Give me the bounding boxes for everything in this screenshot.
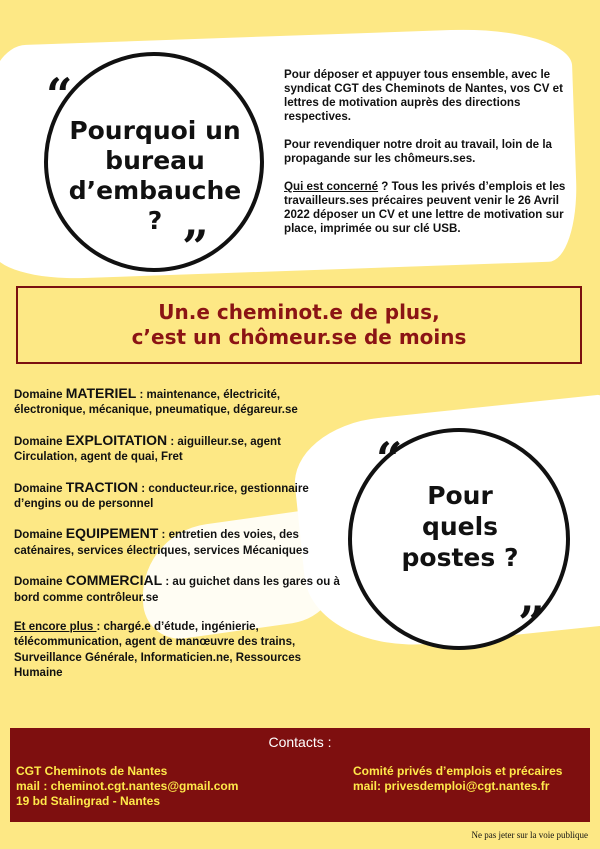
domain-item bbox=[14, 526, 344, 559]
domain-item bbox=[14, 386, 344, 419]
domain-prefix: Domaine bbox=[14, 435, 66, 448]
domain-name: COMMERCIAL bbox=[65, 572, 163, 589]
domain-name: EXPLOITATION bbox=[65, 431, 168, 448]
slogan-line-1: Un.e cheminot.e de plus, bbox=[158, 300, 440, 324]
bottom-title-line-1: Pour bbox=[427, 481, 493, 510]
domain-name: EQUIPEMENT bbox=[65, 525, 159, 542]
contact-comite-email: mail: privesdemploi@cgt.nantes.fr bbox=[353, 779, 550, 793]
domain-prefix: Domaine bbox=[14, 529, 66, 542]
intro-paragraph-3-label: Qui est concerné bbox=[284, 180, 379, 193]
contact-comite-name: Comité privés d’emplois et précaires bbox=[353, 764, 563, 778]
domain-name: TRACTION bbox=[65, 478, 139, 495]
domains-list bbox=[14, 386, 344, 696]
intro-paragraph-1: Pour déposer et appuyer tous ensemble, avec le syndicat CGT des Cheminots de Nantes, vos CV et lettres de motivation auprès des directions respectives. bbox=[284, 68, 563, 123]
contacts-footer bbox=[10, 728, 590, 822]
domain-prefix: Domaine bbox=[14, 576, 66, 589]
domain-desc: : maintenance, électricité, électronique, mécanique, pneumatique, dégareur.se bbox=[14, 389, 298, 417]
contact-comite bbox=[353, 764, 562, 794]
slogan-line-2: c’est un chômeur.se de moins bbox=[131, 325, 467, 349]
contact-cgt-email: mail : cheminot.cgt.nantes@gmail.com bbox=[16, 779, 239, 793]
domain-desc: : entretien des voies, des caténaires, services électriques, services Mécaniques bbox=[14, 529, 309, 557]
top-circle-title: Pourquoi un bureau d’embauche ? bbox=[68, 116, 242, 235]
extra-domains bbox=[14, 620, 344, 682]
domain-item bbox=[14, 433, 344, 466]
bottom-circle-title bbox=[380, 480, 540, 573]
domain-name: MATERIEL bbox=[65, 385, 137, 401]
slogan-banner bbox=[16, 286, 582, 364]
contact-cgt bbox=[16, 764, 238, 809]
extra-text: : chargé.e d’étude, ingénierie, télécommunication, agent de manœuvre des trains, Surveillance Générale, Informaticien.ne, Ressources Humaine bbox=[14, 621, 301, 680]
bottom-title-line-2: quels bbox=[421, 512, 499, 541]
domain-item bbox=[14, 480, 344, 513]
domain-prefix: Domaine bbox=[14, 389, 66, 401]
bottom-title-line-3: postes ? bbox=[401, 543, 519, 572]
intro-paragraph-3 bbox=[284, 180, 584, 236]
extra-label: Et encore plus bbox=[14, 621, 97, 634]
disposal-note: Ne pas jeter sur la voie publique bbox=[471, 830, 588, 840]
intro-paragraph-2: Pour revendiquer notre droit au travail, loin de la propagande sur les chômeurs.ses. bbox=[284, 138, 552, 165]
domain-desc: : au guichet dans les gares ou à bord comme contrôleur.se bbox=[14, 576, 340, 604]
close-quote-icon: ” bbox=[182, 220, 209, 274]
contacts-heading: Contacts : bbox=[268, 734, 332, 750]
contact-cgt-name: CGT Cheminots de Nantes bbox=[16, 764, 168, 778]
open-quote-icon: “ bbox=[46, 68, 73, 122]
close-quote-icon: ” bbox=[518, 596, 545, 650]
intro-paragraph-3-text: ? Tous les privés d’emplois et les travailleurs.ses précaires peuvent venir le 26 Avril 2022 déposer un CV et une lettre de motivation sur place, imprimée ou sur clé USB. bbox=[284, 180, 566, 235]
contact-cgt-address: 19 bd Stalingrad - Nantes bbox=[16, 794, 161, 808]
domain-desc: : conducteur.rice, gestionnaire d’engins ou de personnel bbox=[14, 482, 309, 511]
open-quote-icon: “ bbox=[376, 432, 403, 486]
domain-desc: : aiguilleur.se, agent Circulation, agent de quai, Fret bbox=[14, 435, 281, 464]
domain-item bbox=[14, 573, 344, 606]
intro-text bbox=[284, 68, 584, 250]
domain-prefix: Domaine bbox=[14, 482, 66, 495]
